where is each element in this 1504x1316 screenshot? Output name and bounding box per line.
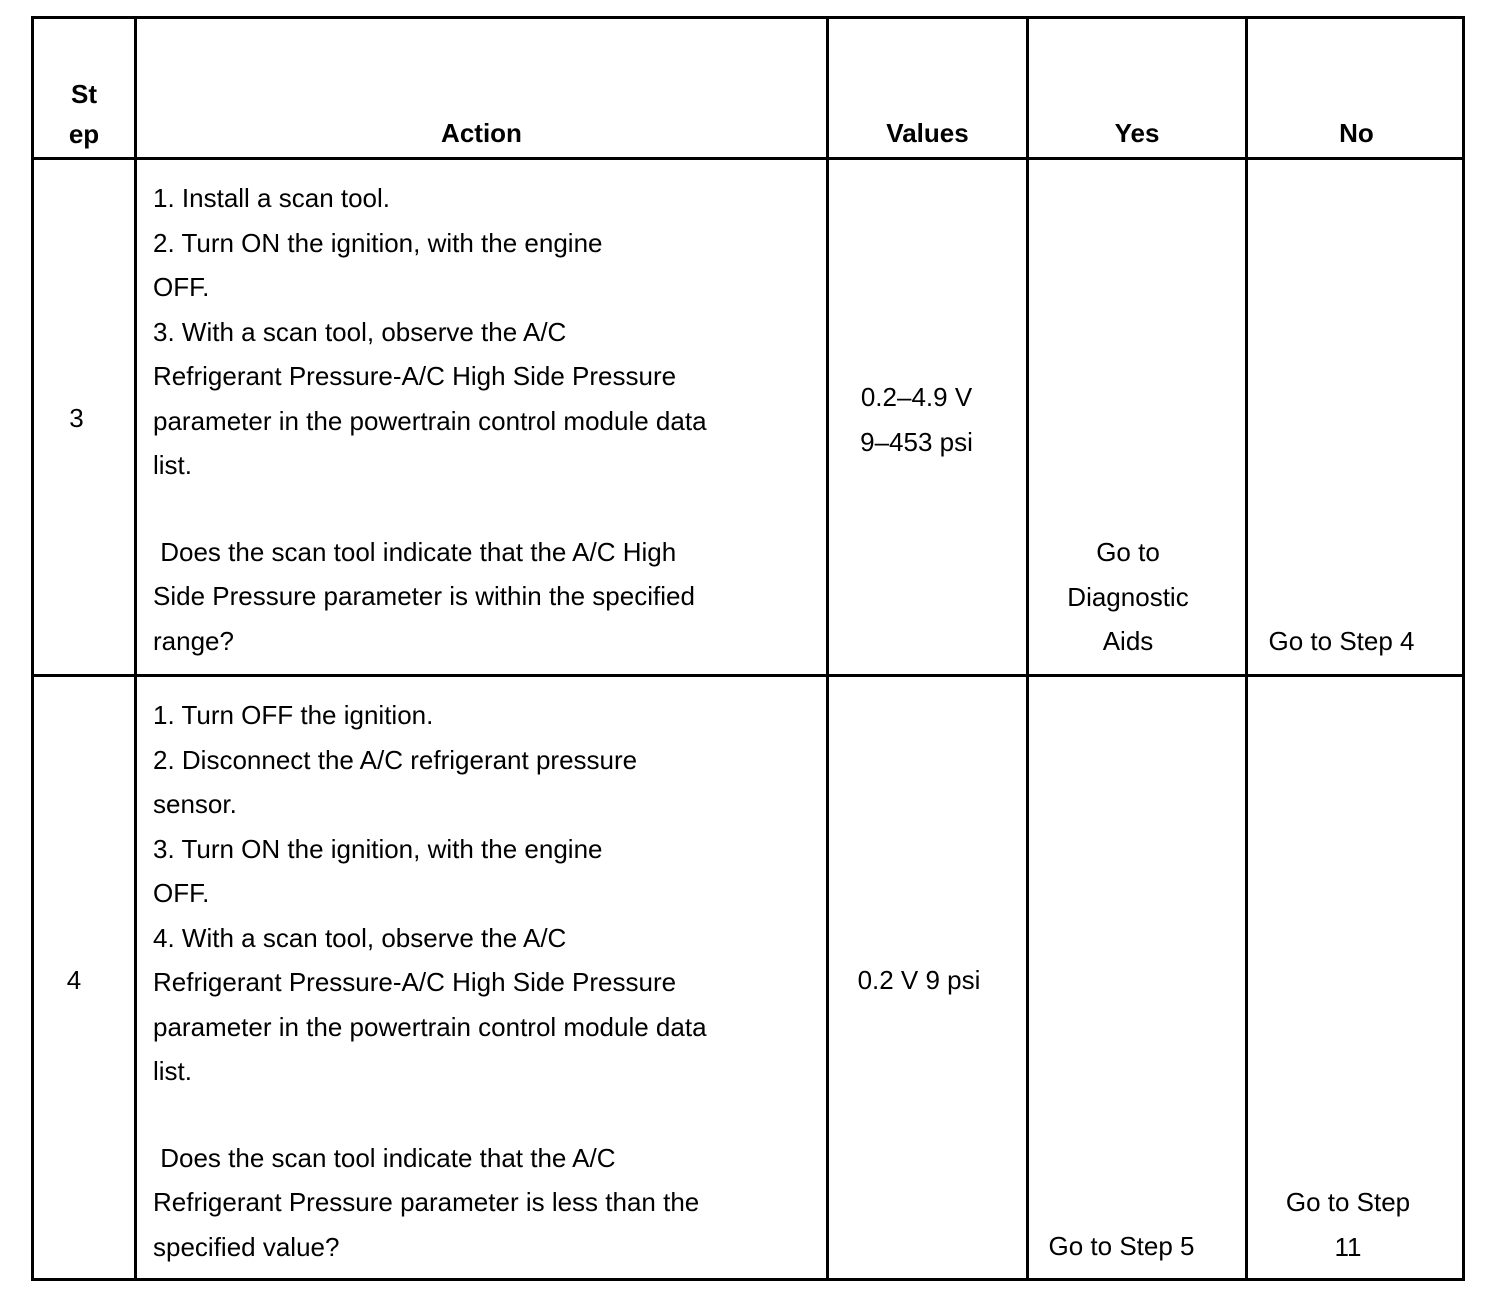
row-4-yes: Go to Step 5: [1048, 1231, 1195, 1261]
action-line: parameter in the powertrain control module data: [153, 405, 707, 436]
yes-line: Go to: [1096, 537, 1160, 567]
row-3-values: [829, 375, 1004, 464]
divider-action-values: [826, 19, 829, 1278]
action-line: specified value?: [153, 1231, 340, 1262]
no-line: 11: [1334, 1231, 1362, 1262]
action-question: Does the scan tool indicate that the A/C: [153, 1142, 616, 1173]
action-line: parameter in the powertrain control module data: [153, 1011, 707, 1042]
divider-row-3: [34, 674, 1462, 677]
row-4-action: [153, 693, 707, 1269]
action-line: 3. Turn ON the ignition, with the engine: [153, 833, 603, 864]
action-line: 1. Install a scan tool.: [153, 183, 391, 213]
action-line: list.: [153, 450, 192, 480]
header-action: Action: [441, 118, 522, 148]
yes-line: Diagnostic: [1067, 581, 1189, 612]
header-no: No: [1339, 118, 1374, 148]
action-line: [153, 1094, 707, 1136]
action-line: Side Pressure parameter is within the specified: [153, 581, 695, 611]
value-line: 0.2–4.9 V: [860, 382, 973, 412]
action-line: 4. With a scan tool, observe the A/C: [153, 922, 567, 953]
row-3-step: 3: [69, 403, 84, 433]
value-line: 9–453 psi: [860, 426, 973, 457]
action-line: [153, 488, 707, 530]
action-line: range?: [153, 625, 234, 656]
action-line: Refrigerant Pressure-A/C High Side Pressure: [153, 361, 677, 391]
action-question: Does the scan tool indicate that the A/C High: [153, 536, 677, 567]
action-line: 3. With a scan tool, observe the A/C: [153, 316, 567, 347]
header-values: Values: [886, 118, 969, 148]
action-line: OFF.: [153, 878, 210, 908]
header-yes: Yes: [1114, 118, 1160, 148]
action-line: list.: [153, 1056, 192, 1086]
action-line: OFF.: [153, 272, 210, 302]
action-line: Refrigerant Pressure parameter is less than the: [153, 1187, 700, 1217]
row-4-values: 0.2 V 9 psi: [857, 965, 981, 995]
divider-step-action: [134, 19, 137, 1278]
no-line: Go to Step: [1285, 1187, 1411, 1217]
action-line: Refrigerant Pressure-A/C High Side Pressure: [153, 967, 677, 997]
row-4-step: 4: [66, 965, 82, 995]
row-3-yes: [1029, 530, 1227, 664]
diagnostic-table: [31, 16, 1465, 1281]
action-line: sensor.: [153, 789, 237, 819]
action-line: 2. Turn ON the ignition, with the engine: [153, 227, 603, 258]
row-4-no: [1248, 1180, 1448, 1269]
row-3-no: Go to Step 4: [1268, 626, 1415, 656]
header-step-line-2: ep: [68, 119, 100, 149]
divider-header: [34, 157, 1462, 160]
header-step-line-1: St: [71, 79, 97, 109]
action-line: 1. Turn OFF the ignition.: [153, 700, 434, 730]
header-step: [34, 74, 134, 154]
action-line: 2. Disconnect the A/C refrigerant pressure: [153, 744, 638, 775]
yes-line: Aids: [1102, 626, 1154, 656]
row-3-action: [153, 176, 707, 663]
